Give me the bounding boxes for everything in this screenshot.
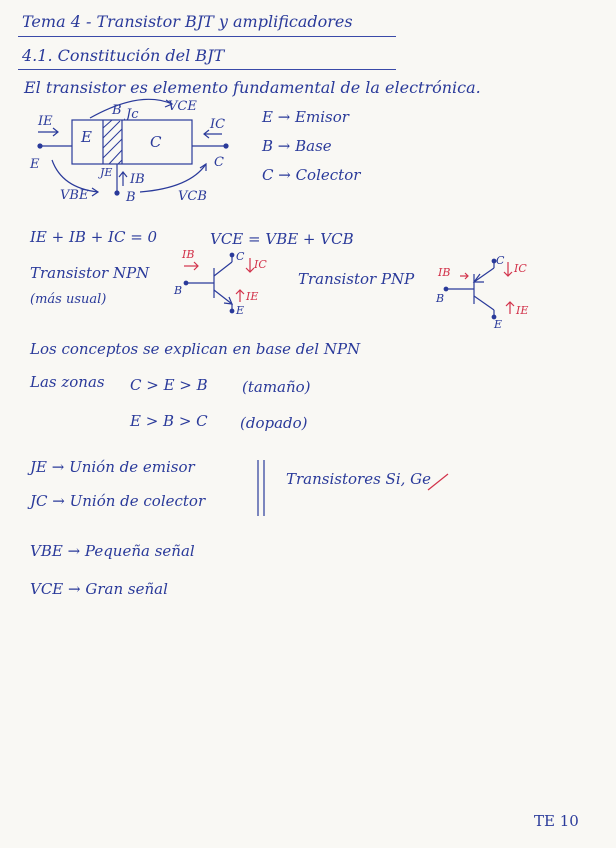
pnp-c-label: C [496, 254, 505, 267]
jc-label: Jc [126, 107, 139, 122]
npn-ic-label: IC [254, 258, 267, 271]
vbe-label: VBE [60, 188, 89, 203]
section-heading: 4.1. Constitución del BJT [22, 46, 225, 65]
legend-emitter: E → Emisor [262, 108, 349, 126]
npn-title: Transistor NPN [30, 264, 150, 282]
npn-subtitle: (más usual) [30, 292, 107, 307]
doping-rule: E > B > C [130, 412, 208, 430]
legend-base: B → Base [262, 137, 332, 155]
legend-collector: C → Colector [262, 166, 361, 184]
concepts-text: Los conceptos se explican en base del NPN [30, 340, 361, 358]
ib-label: IB [130, 172, 145, 187]
pnp-ib-label: IB [438, 266, 451, 279]
doping-note: (dopado) [240, 414, 308, 432]
pnp-e-label: E [494, 318, 503, 331]
vce-signal: VCE → Gran señal [30, 580, 168, 598]
ie-label: IE [38, 114, 53, 129]
vbe-signal: VBE → Pequeña señal [30, 542, 195, 560]
collector-region-label: C [150, 133, 162, 151]
voltage-equation: VCE = VBE + VCB [210, 230, 354, 248]
transistor-materials: Transistores Si, Ge [286, 470, 432, 488]
vcb-label: VCB [178, 189, 207, 204]
vcb-arc [140, 164, 206, 192]
pnp-ic-label: IC [514, 262, 527, 275]
pnp-b-label: B [436, 292, 445, 305]
pnp-collector [474, 268, 494, 282]
jc-definition: JC → Unión de colector [30, 492, 206, 510]
pnp-ie-label: IE [516, 304, 529, 317]
size-rule: C > E > B [130, 376, 208, 394]
page-title: Tema 4 - Transistor BJT y amplificadores [22, 12, 353, 31]
pnp-title: Transistor PNP [298, 270, 415, 288]
npn-ib-label: IB [182, 248, 195, 261]
npn-e-label: E [236, 304, 245, 317]
npn-b-label: B [174, 284, 183, 297]
npn-c-label: C [236, 250, 245, 263]
pnp-emitter [474, 296, 494, 310]
ic-label: IC [210, 117, 226, 132]
current-equation: IE + IB + IC = 0 [30, 228, 158, 246]
zones-label: Las zonas [30, 373, 105, 391]
e-terminal-label: E [30, 157, 40, 172]
je-label: JE [100, 166, 113, 179]
je-definition: JE → Unión de emisor [30, 458, 195, 476]
npn-collector [214, 262, 232, 276]
b-terminal-label: B [126, 190, 136, 205]
c-terminal-label: C [214, 155, 224, 170]
size-note: (tamaño) [242, 378, 311, 396]
npn-ie-label: IE [246, 290, 259, 303]
vce-label: VCE [168, 99, 197, 114]
intro-text: El transistor es elemento fundamental de la electrónica. [24, 78, 481, 97]
base-label-top: B [112, 103, 122, 118]
emitter-region-label: E [81, 128, 92, 146]
page-number: TE 10 [534, 812, 579, 830]
